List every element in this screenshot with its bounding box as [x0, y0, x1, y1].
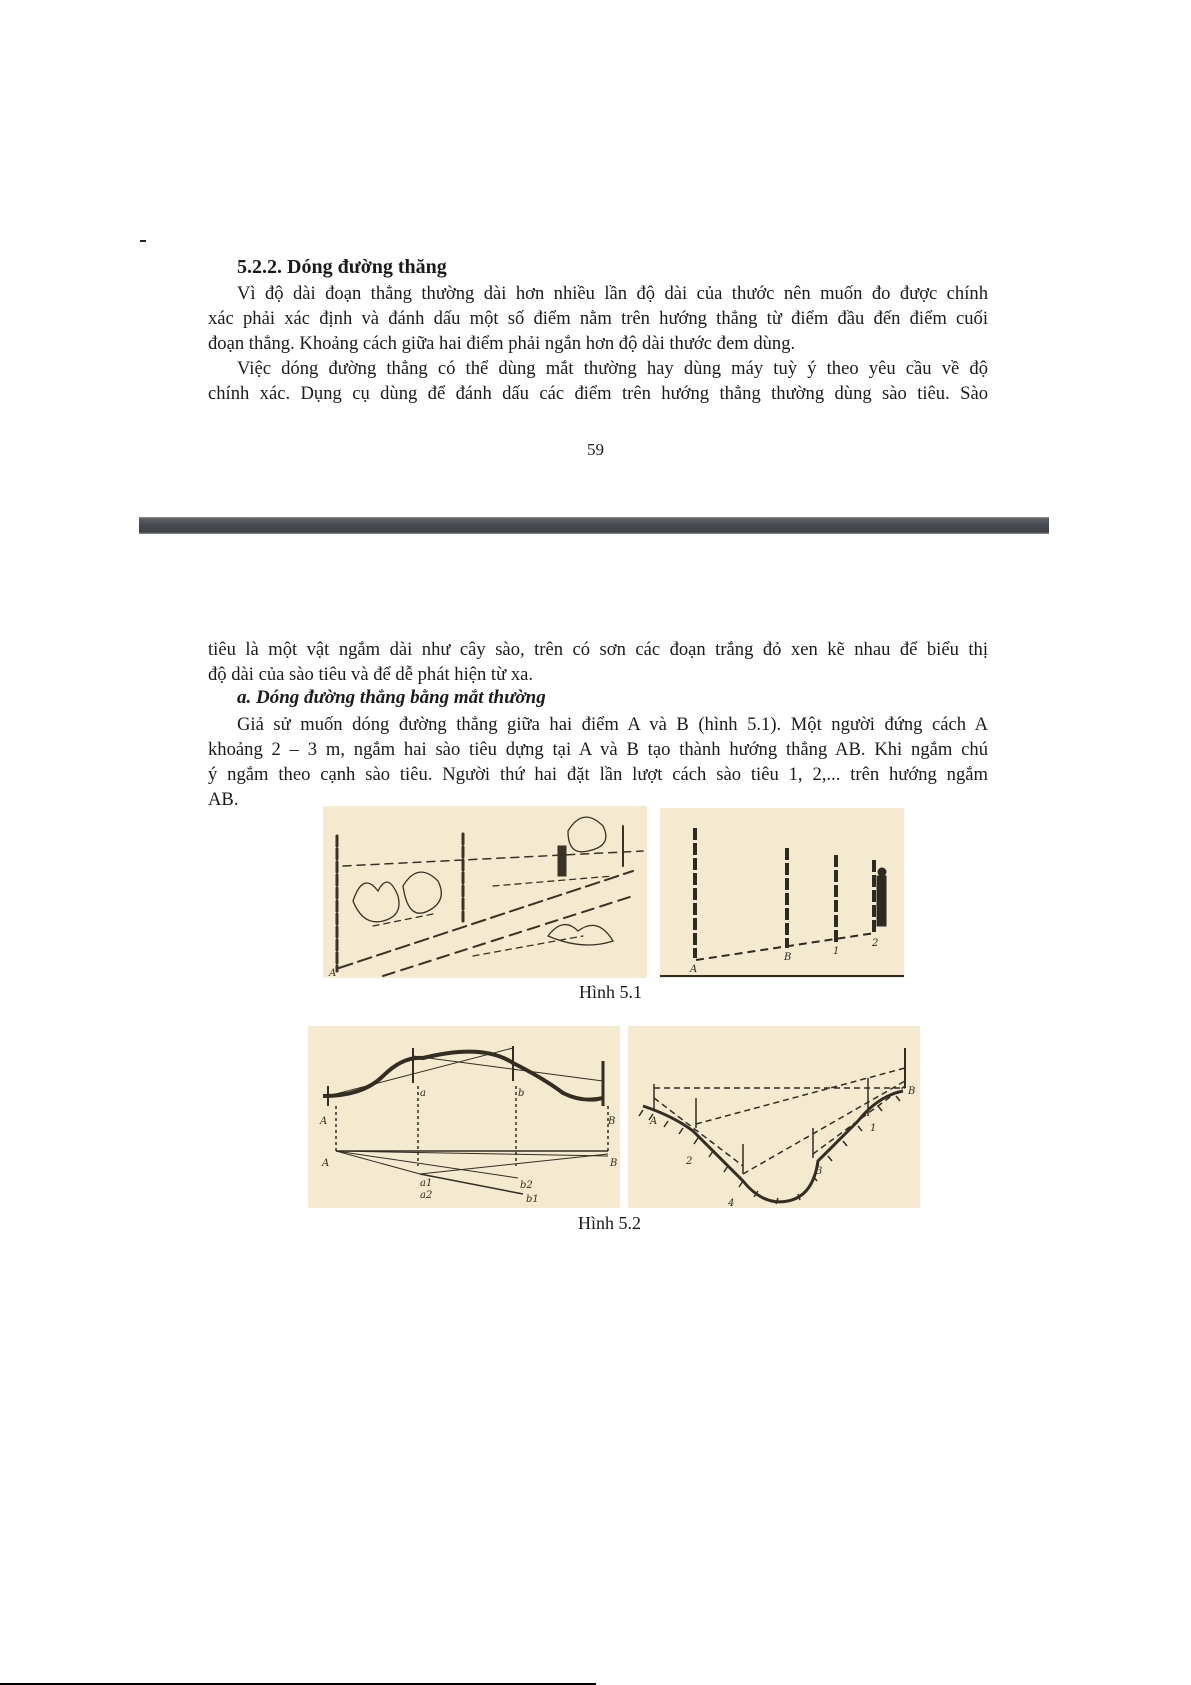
point-label: A [329, 968, 337, 978]
svg-text:A: A [690, 964, 698, 975]
figure-5-1-poles-diagram [660, 808, 904, 978]
svg-text:b1: b1 [526, 1194, 539, 1205]
svg-text:a1: a1 [420, 1178, 433, 1189]
text-line: khoảng 2 – 3 m, ngắm hai sào tiêu dựng tại A và B tạo thành hướng thẳng AB. Khi ngắm chú [208, 739, 988, 760]
svg-text:B: B [908, 1086, 916, 1097]
figure-5-2-valley-profile-diagram [628, 1026, 920, 1208]
stray-dash-mark [140, 240, 146, 242]
svg-text:1: 1 [833, 946, 840, 957]
text-line: đoạn thẳng. Khoảng cách giữa hai điểm phải ngắn hơn độ dài thước đem dùng. [208, 333, 796, 354]
svg-text:B: B [610, 1158, 618, 1169]
svg-text:A: A [322, 1158, 330, 1169]
svg-text:b: b [518, 1088, 525, 1099]
svg-text:B: B [784, 952, 792, 963]
text-line: tiêu là một vật ngắm dài như cây sào, trên có sơn các đoạn trắng đỏ xen kẽ nhau để biểu thị [208, 639, 988, 660]
text-line: ý ngắm theo cạnh sào tiêu. Người thứ hai đặt lần lượt cách sào tiêu 1, 2,... trên hướng ngắm [208, 764, 988, 785]
figure-5-1-caption: Hình 5.1 [579, 982, 642, 1002]
svg-text:b2: b2 [520, 1180, 533, 1191]
svg-text:4: 4 [728, 1198, 735, 1208]
text-line: AB. [208, 789, 239, 810]
text-line: chính xác. Dụng cụ dùng để đánh dấu các điểm trên hướng thẳng thường dùng sào tiêu. Sào [208, 383, 988, 404]
text-line: độ dài của sào tiêu và để dễ phát hiện từ xa. [208, 664, 534, 685]
figure-5-2-hill-profile-diagram [308, 1026, 620, 1208]
text-line: xác phải xác định và đánh dấu một số điểm nằm trên hướng thẳng từ điểm đầu đến điểm cuối [208, 308, 988, 329]
section-heading: 5.2.2. Dóng đường thăng [237, 256, 447, 278]
page-break-divider [139, 517, 1049, 534]
text-line: Vì độ dài đoạn thẳng thường dài hơn nhiều lần độ dài của thước nên muốn đo được chính [237, 283, 988, 304]
page-number: 59 [587, 440, 604, 459]
figure-5-1-landscape-illustration [323, 806, 647, 978]
svg-text:2: 2 [686, 1156, 693, 1167]
svg-text:A: A [320, 1116, 328, 1127]
svg-text:2: 2 [872, 938, 879, 949]
svg-text:B: B [608, 1116, 616, 1127]
figure-5-2-caption: Hình 5.2 [578, 1213, 641, 1233]
svg-text:A: A [650, 1116, 658, 1127]
svg-text:a2: a2 [420, 1190, 433, 1201]
subsection-heading: a. Dóng đường thẳng bằng mắt thường [237, 687, 546, 708]
text-line: Việc dóng đường thẳng có thể dùng mắt thường hay dùng máy tuỳ ý theo yêu cầu về độ [237, 358, 988, 379]
svg-text:a: a [420, 1088, 426, 1099]
text-line: Giả sử muốn dóng đường thẳng giữa hai điểm A và B (hình 5.1). Một người đứng cách A [237, 714, 988, 735]
svg-text:1: 1 [870, 1123, 877, 1134]
svg-text:3: 3 [816, 1166, 823, 1177]
